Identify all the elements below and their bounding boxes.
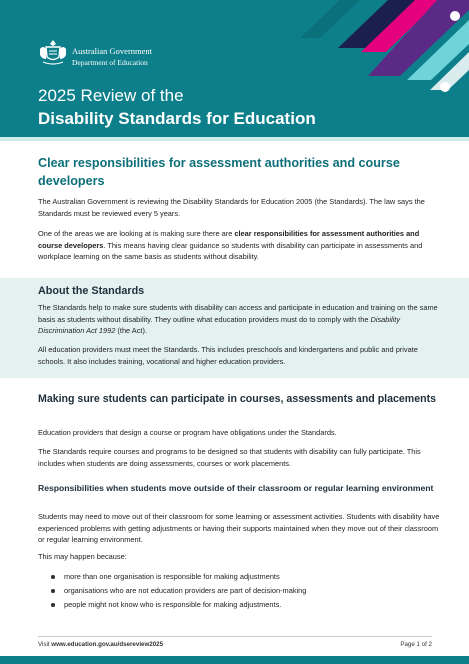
reasons-list <box>38 570 438 612</box>
participate-paragraph-1: Education providers that design a course or program have obligations under the Standards. <box>38 428 337 437</box>
document-title-line2: Disability Standards for Education <box>38 109 316 128</box>
responsibilities-paragraph-1: Students may need to move out of their classroom for some learning or assessment activities. Students with disability have experienced problems with getting adjustments or having their supports maintained when they move out of their classroom or regular learning environment. <box>38 512 440 544</box>
header-banner <box>0 0 469 137</box>
intro-bold-phrase: clear responsibilities for assessment authorities and course developers <box>38 229 420 250</box>
responsibilities-paragraph-2: This may happen because: <box>38 552 127 561</box>
footer-visit: Visit www.education.gov.au/dsereview2025 <box>38 641 164 648</box>
about-paragraph-1: The Standards help to make sure students with disability can access and participate in education and training on the same basis as students without disability. They outline what education providers must do to comply with the Disability Discrimination Act 1992 (the Act). <box>38 303 438 335</box>
header-divider-band <box>0 137 469 141</box>
about-paragraph-2: All education providers must meet the Standards. This includes preschools and kindergartens and public and private schools. It also includes training, vocational and higher education providers. <box>38 345 418 366</box>
responsibilities-heading: Responsibilities when students move outside of their classroom or regular learning environment <box>38 483 434 493</box>
footer-divider <box>38 636 432 637</box>
footer-bar <box>0 656 469 664</box>
government-name: Australian Government <box>72 46 153 56</box>
list-item: people might not know who is responsible for making adjustments. <box>38 598 438 612</box>
list-item: more than one organisation is responsible for making adjustments <box>38 570 438 584</box>
about-heading: About the Standards <box>38 285 145 297</box>
footer-url-link[interactable]: www.education.gov.au/dsereview2025 <box>51 641 164 648</box>
coat-of-arms-logo <box>38 37 68 67</box>
act-title: Disability Discrimination Act 1992 <box>38 314 401 335</box>
intro-heading: Clear responsibilities for assessment authorities and course developers <box>38 156 400 188</box>
participate-heading: Making sure students can participate in courses, assessments and placements <box>38 393 437 405</box>
document-title-line1: 2025 Review of the <box>38 86 184 105</box>
participate-paragraph-2: The Standards require courses and programs to be designed so that students with disability can fully participate. This includes when students are doing assessments, courses or work placements. <box>38 447 421 468</box>
intro-paragraph-1: The Australian Government is reviewing the Disability Standards for Education 2005 (the Standards). The law says the Standards must be reviewed every 5 years. <box>38 197 425 218</box>
intro-paragraph-2: One of the areas we are looking at is making sure there are clear responsibilities for assessment authorities and course developers. This means having clear guidance so students with disability can participate in assessments and workplace learning on the same basis as students without disability. <box>38 229 423 261</box>
list-item: organisations who are not education providers are part of decision-making <box>38 584 438 598</box>
department-name: Department of Education <box>72 58 148 67</box>
page-number: Page 1 of 2 <box>400 641 432 648</box>
